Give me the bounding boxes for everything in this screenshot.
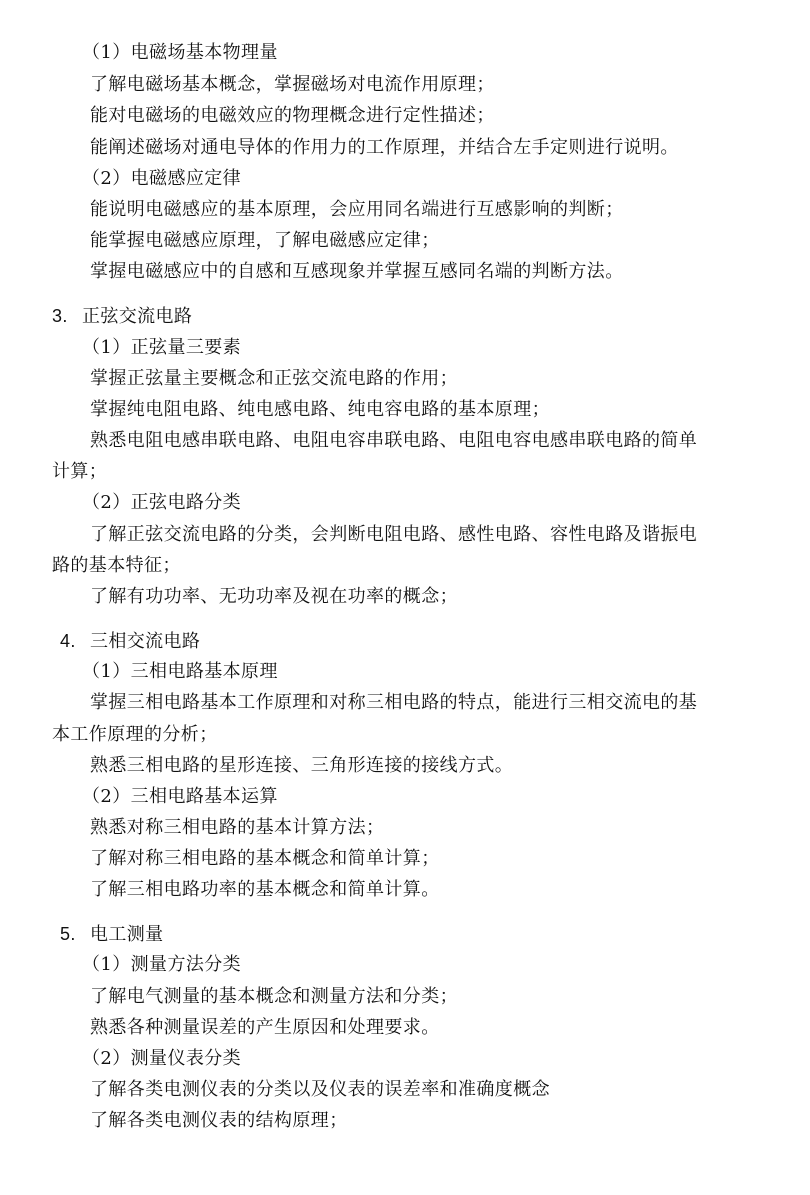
body-line: 了解正弦交流电路的分类，会判断电阻电路、感性电路、容性电路及谐振电 [90,524,698,545]
body-line: 熟悉三相电路的星形连接、三角形连接的接线方式。 [90,755,514,776]
subsection-heading: （1）正弦量三要素 [82,337,242,358]
body-line: 熟悉对称三相电路的基本计算方法； [90,817,385,838]
body-line: 熟悉电阻电感串联电路、电阻电容串联电路、电阻电容电感串联电路的简单 [90,430,698,451]
body-line: 能掌握电磁感应原理，了解电磁感应定律； [90,230,440,251]
body-line: 能阐述磁场对通电导体的作用力的工作原理，并结合左手定则进行说明。 [90,137,679,158]
subsection-heading: （2）电磁感应定律 [82,168,242,189]
subsection-heading: （1）三相电路基本原理 [82,661,278,682]
body-line: 掌握电磁感应中的自感和互感现象并掌握互感同名端的判断方法。 [90,261,624,282]
body-line: 了解电气测量的基本概念和测量方法和分类； [90,986,458,1007]
body-line: 了解电磁场基本概念，掌握磁场对电流作用原理； [90,74,495,95]
body-line: 了解三相电路功率的基本概念和简单计算。 [90,879,440,900]
section-number: 3. [52,306,68,326]
subsection-heading: （1）测量方法分类 [82,954,242,975]
section-title: 电工测量 [89,924,164,945]
body-line: 掌握纯电阻电路、纯电感电路、纯电容电路的基本原理； [90,399,550,420]
body-line: 能说明电磁感应的基本原理，会应用同名端进行互感影响的判断； [90,199,624,220]
body-line: 了解对称三相电路的基本概念和简单计算； [90,848,440,869]
body-line: 掌握三相电路基本工作原理和对称三相电路的特点，能进行三相交流电的基 [90,692,698,713]
body-line: 熟悉各种测量误差的产生原因和处理要求。 [90,1017,440,1038]
section-title: 三相交流电路 [89,631,201,652]
section-number: 4. [60,631,76,651]
subsection-heading: （2）测量仪表分类 [82,1048,242,1069]
subsection-heading: （2）三相电路基本运算 [82,786,278,807]
body-line-continued: 路的基本特征； [52,555,181,576]
subsection-heading: （2）正弦电路分类 [82,492,242,513]
section-heading [52,304,192,329]
subsection-heading: （1）电磁场基本物理量 [82,42,278,63]
body-line: 能对电磁场的电磁效应的物理概念进行定性描述； [90,105,495,126]
body-line-continued: 计算； [52,461,108,482]
section-heading [60,922,164,947]
body-line: 了解各类电测仪表的结构原理； [90,1110,348,1131]
body-line: 掌握正弦量主要概念和正弦交流电路的作用； [90,368,458,389]
body-line: 了解有功功率、无功功率及视在功率的概念； [90,586,458,607]
body-line: 了解各类电测仪表的分类以及仪表的误差率和准确度概念 [90,1079,550,1100]
section-title: 正弦交流电路 [81,306,193,327]
body-line-continued: 本工作原理的分析； [52,724,218,745]
section-number: 5. [60,924,76,944]
section-heading [60,629,200,654]
